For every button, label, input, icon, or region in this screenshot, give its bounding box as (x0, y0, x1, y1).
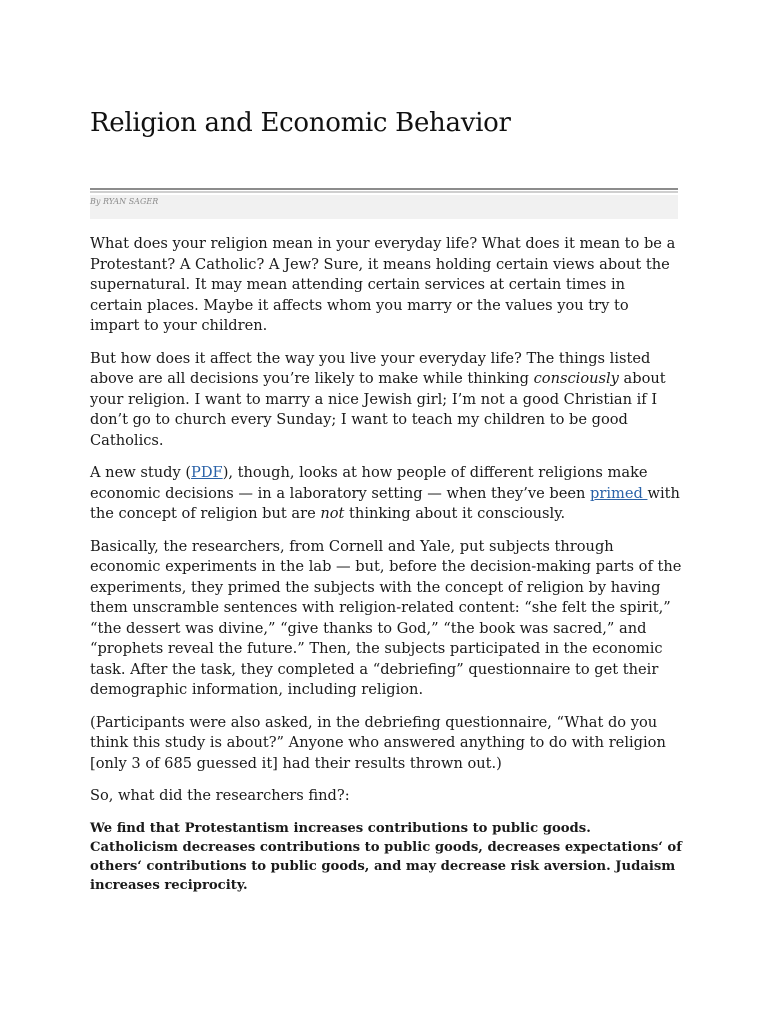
header-rule-secondary (90, 191, 678, 193)
paragraph-3-emphasis: not (320, 505, 345, 522)
byline: By RYAN SAGER (90, 197, 159, 206)
pdf-link[interactable]: PDF (191, 464, 223, 481)
paragraph-6: So, what did the researchers find?: (90, 787, 350, 804)
paragraph-2-text-a: But how does it affect the way you live your everyday life? The things listed above are all decisions you’re likely to make while thinking (90, 349, 651, 387)
paragraph-3-text-b: ), though, looks at how people of different religions make economic decisions — in a laboratory setting — when they’ve been (90, 464, 648, 502)
paragraph-1: What does your religion mean in your everyday life? What does it mean to be a Protestant? A Catholic? A Jew? Sure, it means holding certain views about the supernatural. It may mean attending certain services at certain times in certain places. Maybe it affects whom you marry or the values you try to impart to your children. (90, 235, 676, 334)
paragraph-3-text-a: A new study ( (90, 464, 192, 481)
byline-band (90, 195, 678, 219)
paragraph-2-emphasis: consciously (533, 370, 619, 387)
paragraph-5: (Participants were also asked, in the debriefing questionnaire, “What do you think this study is about?” Anyone who answered anything to do with religion [only 3 of 685 guessed it] had their results thrown out.) (90, 713, 666, 772)
paragraph-4: Basically, the researchers, from Cornell and Yale, put subjects through economic experiments in the lab — but, before the decision-making parts of the experiments, they primed the subjects with the concept of religion by having them unscramble sentences with religion-related content: “she felt the spirit,” “the dessert was divine,” “give thanks to God,” “the book was sacred,” and “prophets reveal the future.” Then, the subjects participated in the economic task. After the task, they completed a “debriefing” questionnaire to get their demographic information, including religion. (90, 537, 682, 698)
header-rule (90, 188, 678, 190)
paragraph-2 (90, 349, 682, 452)
primed-link[interactable]: primed (590, 484, 648, 502)
paragraph-3 (90, 463, 682, 525)
article-title: Religion and Economic Behavior (90, 108, 511, 138)
article-body (90, 234, 682, 907)
findings-quote: We find that Protestantism increases contributions to public goods. Catholicism decreases contributions to public goods, decreases expectations‘ of others‘ contributions to public goods, and may decrease risk aversion. Judaism increases reciprocity. (90, 820, 682, 893)
paragraph-2-text-b: about your religion. I want to marry a nice Jewish girl; I’m not a good Christian if I don’t go to church every Sunday; I want to teach my children to be good Catholics. (90, 370, 666, 449)
paragraph-3-text-d: thinking about it consciously. (344, 505, 566, 522)
paragraph-3-text-c: with the concept of religion but are (90, 484, 680, 522)
